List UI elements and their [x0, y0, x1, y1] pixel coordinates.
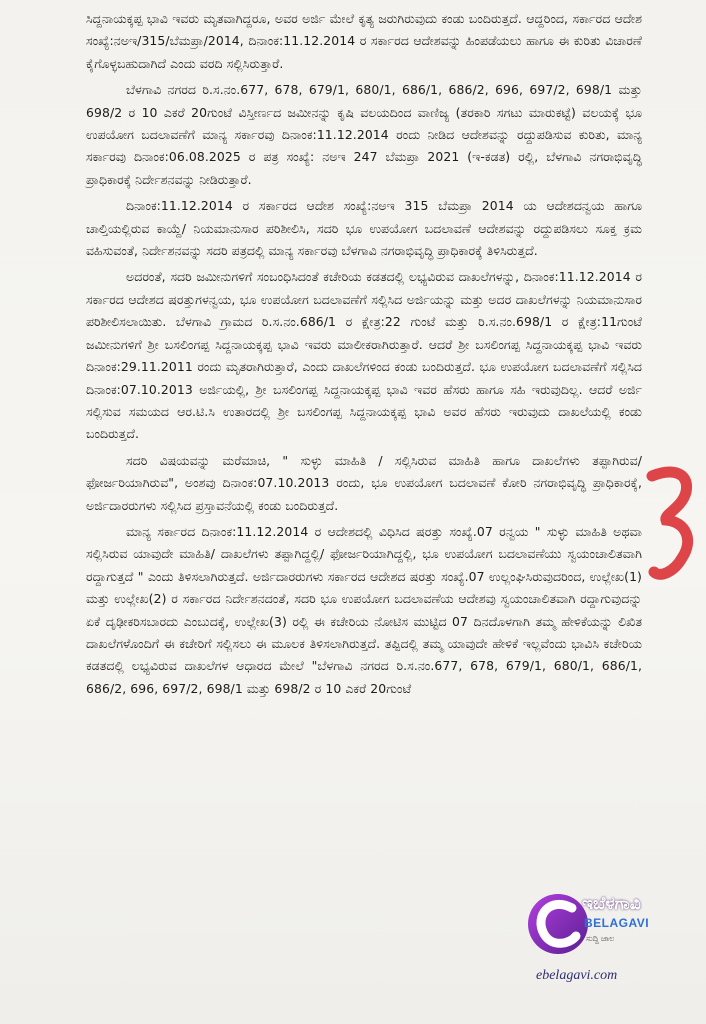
paragraph-1: ಸಿದ್ದನಾಯಕ್ಕಪ್ಪ ಭಾವಿ ಇವರು ಮೃತವಾಗಿದ್ದರೂ, ಅವರ ಅರ್ಜಿ ಮೇಲೆ ಕೃತ್ಯ ಜರುಗಿರುವುದು ಕಂಡು ಬಂದಿರುತ್ತದೆ. ಆದ್ದರಿಂದ, ಸರ್ಕಾರದ ಆದೇಶ ಸಂಖ್ಯೆ:ನಅಇ/315/ಬೆಮಪ್ರಾ/2014, ದಿನಾಂಕ:11.12.2014 ರ ಸರ್ಕಾರದ ಆದೇಶವನ್ನು ಹಿಂಪಡೆಯಲು ಹಾಗೂ ಈ ಕುರಿತು ವಿಚಾರಣೆ ಕೈಗೊಳ್ಳಬಹುದಾಗಿದೆ ಎಂದು ವರದಿ ಸಲ್ಲಿಸಿರುತ್ತಾರೆ. [86, 11, 642, 71]
paragraph-6: ಮಾನ್ಯ ಸರ್ಕಾರದ ದಿನಾಂಕ:11.12.2014 ರ ಆದೇಶದಲ್ಲಿ ವಿಧಿಸಿದ ಷರತ್ತು ಸಂಖ್ಯೆ.07 ರನ್ವಯ " ಸುಳ್ಳು ಮಾಹಿತಿ ಅಥವಾ ಸಲ್ಲಿಸಿರುವ ಯಾವುದೇ ಮಾಹಿತಿ/ ದಾಖಲೆಗಳು ತಪ್ಪಾಗಿದ್ದಲ್ಲಿ/ ಫೋರ್ಜರಿಯಾಗಿದ್ದಲ್ಲಿ, ಭೂ ಉಪಯೋಗ ಬದಲಾವಣೆಯು ಸ್ವಯಂಚಾಲಿತವಾಗಿ ರದ್ದಾಗುತ್ತದೆ " ಎಂದು ತಿಳಿಸಲಾಗಿರುತ್ತದೆ. ಅರ್ಜಿದಾರರುಗಳು ಸರ್ಕಾರದ ಆದೇಶದ ಷರತ್ತು ಸಂಖ್ಯೆ.07 ಉಲ್ಲಂಘಿಸಿರುವುದರಿಂದ, ಉಲ್ಲೇಖ(1) ಮತ್ತು ಉಲ್ಲೇಖ(2) ರ ಸರ್ಕಾರದ ನಿರ್ದೇಶನದಂತೆ, ಸದರಿ ಭೂ ಉಪಯೋಗ ಬದಲಾವಣೆಯ ಆದೇಶವು ಸ್ವಯಂಚಾಲಿತವಾಗಿ ರದ್ದಾಗುವುದನ್ನು ಏಕೆ ದೃಢೀಕರಿಸಬಾರದು ಎಂಬುದಕ್ಕೆ, ಉಲ್ಲೇಖ(3) ರಲ್ಲಿ ಈ ಕಚೇರಿಯ ನೋಟಿಸ ಮುಟ್ಟಿದ 07 ದಿನದೊಳಗಾಗಿ ತಮ್ಮ ಹೇಳಿಕೆಯನ್ನು ಲಿಖಿತ ದಾಖಲೆಗಳೊಂದಿಗೆ ಈ ಕಚೇರಿಗೆ ಸಲ್ಲಿಸಲು ಈ ಮೂಲಕ ತಿಳಿಸಲಾಗಿರುತ್ತದೆ. ತಪ್ಪಿದಲ್ಲಿ ತಮ್ಮ ಯಾವುದೇ ಹೇಳಿಕೆ ಇಲ್ಲವೆಂದು ಭಾವಿಸಿ ಕಚೇರಿಯ ಕಡತದಲ್ಲಿ ಲಭ್ಯವಿರುವ ದಾಖಲೆಗಳ ಆಧಾರದ ಮೇಲೆ "ಬೆಳಗಾವಿ ನಗರದ ರಿ.ಸ.ನಂ.677, 678, 679/1, 680/1, 686/1, 686/2, 696, 697/2, 698/1 ಮತ್ತು 698/2 ರ 10 ಎಕರೆ 20ಗುಂಟೆ [86, 523, 642, 696]
document-body [86, 8, 642, 704]
paragraph-5: ಸದರಿ ವಿಷಯವನ್ನು ಮರೆಮಾಚಿ, " ಸುಳ್ಳು ಮಾಹಿತಿ / ಸಲ್ಲಿಸಿರುವ ಮಾಹಿತಿ ಹಾಗೂ ದಾಖಲೆಗಳು ತಪ್ಪಾಗಿರುವ/ ಫೋರ್ಜರಿಯಾಗಿರುವ", ಅಂಶವು ದಿನಾಂಕ:07.10.2013 ರಂದು, ಭೂ ಉಪಯೋಗ ಬದಲಾವಣೆ ಕೋರಿ ನಗರಾಭಿವೃದ್ಧಿ ಪ್ರಾಧಿಕಾರಕ್ಕೆ, ಅರ್ಜಿದಾರರುಗಳು ಸಲ್ಲಿಸಿದ ಪ್ರಸ್ತಾವನೆಯಲ್ಲಿ ಕಂಡು ಬಂದಿರುತ್ತದೆ. [86, 452, 642, 513]
ebelagavi-watermark [524, 886, 704, 1018]
paragraph-3: ದಿನಾಂಕ:11.12.2014 ರ ಸರ್ಕಾರದ ಆದೇಶ ಸಂಖ್ಯೆ:ನಅಇ 315 ಬೆಮಪ್ರಾ 2014 ಯ ಆದೇಶದನ್ವಯ ಹಾಗೂ ಚಾಲ್ತಿಯಲ್ಲಿರುವ ಕಾಯ್ದೆ/ ನಿಯಮಾನುಸಾರ ಪರಿಶೀಲಿಸಿ, ಸದರಿ ಭೂ ಉಪಯೋಗ ಬದಲಾವಣೆ ಆದೇಶವನ್ನು ರದ್ದುಪಡಿಸಲು ಸೂಕ್ತ ಕ್ರಮ ವಹಿಸುವಂತೆ, ನಿರ್ದೇಶನವನ್ನು ಸದರಿ ಪತ್ರದಲ್ಲಿ ಮಾನ್ಯ ಸರ್ಕಾರವು ಬೆಳಗಾವಿ ನಗರಾಭಿವೃದ್ಧಿ ಪ್ರಾಧಿಕಾರಕ್ಕೆ ತಿಳಿಸಿರುತ್ತದೆ. [86, 198, 642, 259]
logo-tagline: ಸುದ್ದಿ ಜಾಲ [586, 934, 615, 943]
logo-url: ebelagavi.com [536, 968, 618, 983]
logo-title: ಇಬೆಳಗಾವಿ [582, 894, 641, 913]
paragraph-4: ಅದರಂತೆ, ಸದರಿ ಜಮೀನುಗಳಿಗೆ ಸಂಬಂಧಿಸಿದಂತೆ ಕಚೇರಿಯ ಕಡತದಲ್ಲಿ ಲಭ್ಯವಿರುವ ದಾಖಲೆಗಳನ್ನು, ದಿನಾಂಕ:11.12.2014 ರ ಸರ್ಕಾರದ ಆದೇಶದ ಷರತ್ತುಗಳನ್ವಯ, ಭೂ ಉಪಯೋಗ ಬದಲಾವಣೆಗೆ ಸಲ್ಲಿಸಿದ ಅರ್ಜಿಯನ್ನು ಮತ್ತು ಅದರ ದಾಖಲೆಗಳನ್ನು ನಿಯಮಾನುಸಾರ ಪರಿಶೀಲಿಸಲಾಯಿತು. ಬೆಳಗಾವಿ ಗ್ರಾಮದ ರಿ.ಸ.ನಂ.686/1 ರ ಕ್ಷೇತ್ರ:22 ಗುಂಟೆ ಮತ್ತು ರಿ.ಸ.ನಂ.698/1 ರ ಕ್ಷೇತ್ರ:11ಗುಂಟೆ ಜಮೀನುಗಳಿಗೆ ಶ್ರೀ ಬಸಲಿಂಗಪ್ಪ ಸಿದ್ದನಾಯಕ್ಕಪ್ಪ ಭಾವಿ ಇವರು ಮಾಲೀಕರಾಗಿರುತ್ತಾರೆ. ಆದರೆ ಶ್ರೀ ಬಸಲಿಂಗಪ್ಪ ಸಿದ್ದನಾಯಕ್ಕಪ್ಪ ಭಾವಿ ಇವರು ದಿನಾಂಕ:29.11.2011 ರಂದು ಮೃತರಾಗಿರುತ್ತಾರೆ, ಎಂದು ದಾಖಲೆಗಳಿಂದ ಕಂಡು ಬಂದಿರುತ್ತದೆ. ಭೂ ಉಪಯೋಗ ಬದಲಾವಣೆಗೆ ಸಲ್ಲಿಸಿದ ದಿನಾಂಕ:07.10.2013 ಅರ್ಜಿಯಲ್ಲಿ, ಶ್ರೀ ಬಸಲಿಂಗಪ್ಪ ಸಿದ್ದನಾಯಕ್ಕಪ್ಪ ಭಾವಿ ಇವರ ಹೆಸರು ಹಾಗೂ ಸಹಿ ಇರುವುದಿಲ್ಲ. ಆದರೆ ಅರ್ಜಿ ಸಲ್ಲಿಸುವ ಸಮಯದ ಆರ.ಟಿ.ಸಿ ಉತಾರದಲ್ಲಿ ಶ್ರೀ ಬಸಲಿಂಗಪ್ಪ ಸಿದ್ದನಾಯಕ್ಕಪ್ಪ ಭಾವಿ ಅವರ ಹೆಸರು ಇರುವುದು ದಾಖಲೆಯಲ್ಲಿ ಕಂಡು ಬಂದಿರುತ್ತದೆ. [86, 269, 642, 442]
red-pen-mark [646, 462, 698, 586]
logo-subtitle: BELAGAVI [584, 916, 650, 930]
paragraph-2: ಬೆಳಗಾವಿ ನಗರದ ರಿ.ಸ.ನಂ.677, 678, 679/1, 680/1, 686/1, 686/2, 696, 697/2, 698/1 ಮತ್ತು 698/2 ರ 10 ಎಕರೆ 20ಗುಂಟೆ ವಿಸ್ತೀರ್ಣದ ಜಮೀನನ್ನು ಕೃಷಿ ವಲಯದಿಂದ ವಾಣಿಜ್ಯ (ತರಕಾರಿ ಸಗಟು ಮಾರುಕಟ್ಟೆ) ವಲಯಕ್ಕೆ ಭೂ ಉಪಯೋಗ ಬದಲಾವಣೆಗೆ ಮಾನ್ಯ ಸರ್ಕಾರವು ದಿನಾಂಕ:11.12.2014 ರಂದು ನೀಡಿದ ಆದೇಶವನ್ನು ರದ್ದುಪಡಿಸುವ ಕುರಿತು, ಮಾನ್ಯ ಸರ್ಕಾರವು ದಿನಾಂಕ:06.08.2025 ರ ಪತ್ರ ಸಂಖ್ಯೆ: ನಅಇ 247 ಬೆಮಪ್ರಾ 2021 (ಇ-ಕಡತ) ರಲ್ಲಿ, ಬೆಳಗಾವಿ ನಗರಾಭಿವೃದ್ಧಿ ಪ್ರಾಧಿಕಾರಕ್ಕೆ ನಿರ್ದೇಶನವನ್ನು ನೀಡಿರುತ್ತಾರೆ. [86, 82, 642, 187]
